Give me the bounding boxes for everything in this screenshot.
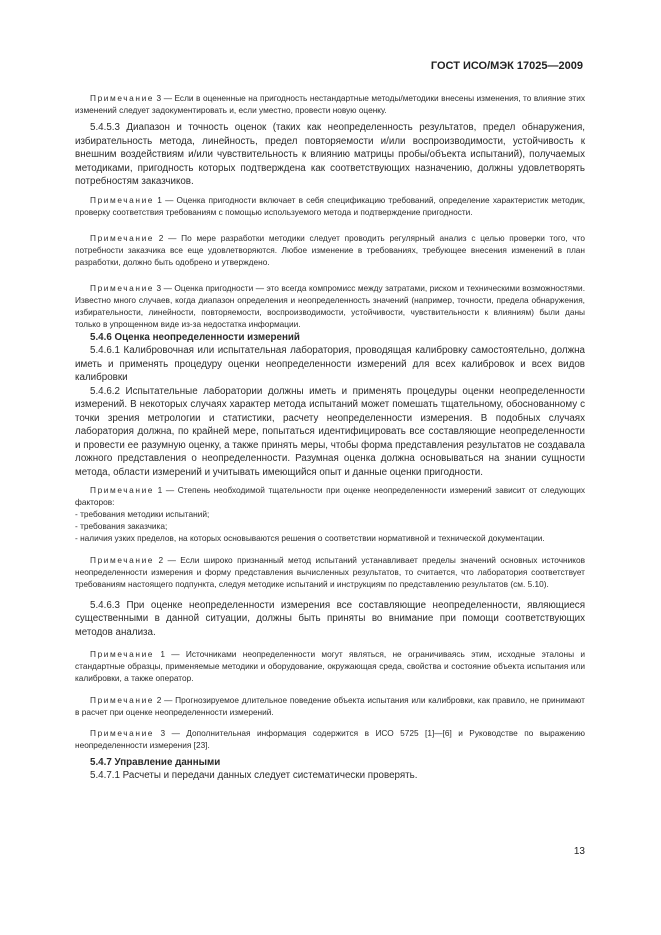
paragraph-5-4-5-3: 5.4.5.3 Диапазон и точность оценок (таких как неопределенность результатов, предел обнаружения, избирательность метода, линейность, предел повторяемости и/или воспроизводимости, устойчивость к внешним воздействиям и/или чувствительность к влиянию матрицы пробы/объекта испытаний), получаемых методиками, пригодность которых подтверждена как соответствующих назначению, должны удовлетворять потребностям заказчиков. — [75, 122, 585, 188]
note-block — [75, 92, 585, 116]
note-text: — По мере разработки методики следует проводить регулярный анализ с целью проверки того, что потребности заказчика все еще удовлетворяются. Любое изменение в требованиях, требующее внесения изменений в план разработки, должно быть одобрено и утверждено. — [75, 232, 586, 268]
standard-header: ГОСТ ИСО/МЭК 17025—2009 — [430, 60, 583, 72]
section-heading-5-4-6: 5.4.6 Оценка неопределенности измерений — [90, 331, 300, 343]
paragraph-5-4-6-2: 5.4.6.2 Испытательные лаборатории должны иметь и применять процедуры оценки неопределенности измерений. В некоторых случаях характер метода испытаний может помешать тщательному, обоснованному с точки зрения метрологии и статистики, расчету неопределенности измерения. В подобных случаях лаборатория должна, по крайней мере, попытаться идентифицировать все составляющие неопределенности и провести ее разумную оценку, а также принять меры, чтобы форма представления результатов не создавала ложного представления о неопределенности. Разумная оценка должна основываться на знании сущности метода, области измерений и учитывать имеющийся опыт и данные оценки пригодности. — [75, 385, 585, 478]
note-text: — Если в оцененные на пригодность нестандартные методы/методики внесены изменения, то влияние этих изменений следует задокументировать и, если уместно, провести новую оценку. — [75, 93, 585, 116]
note-number: 1 — [157, 485, 163, 496]
list-item: - наличия узких пределов, на которых основываются решения о соответствии нормативной и технической документации. — [75, 533, 545, 544]
section-heading-5-4-7: 5.4.7 Управление данными — [90, 756, 221, 768]
list-item: - требования заказчика; — [75, 521, 168, 532]
note-label: Примечание — [90, 194, 155, 205]
note-label: Примечание — [90, 554, 155, 565]
note-text: — Степень необходимой тщательности при оценке неопределенности измерений зависит от следующих факторов: — [75, 485, 585, 508]
note-text: — Прогнозируемое длительное поведение объекта испытания или калибровки, как правило, не принимают в расчет при оценке неопределенности измерений. — [75, 694, 585, 717]
paragraph-5-4-6-3: 5.4.6.3 При оценке неопределенности измерения все составляющие неопределенности, являющиеся существенными в данной ситуации, должны быть приняты во внимание при помощи соответствующих методов анализа. — [75, 599, 585, 638]
note-number: 3 — [160, 727, 166, 738]
note-number: 1 — [157, 194, 162, 205]
note-label: Примечание — [90, 694, 155, 705]
page-content — [75, 92, 585, 783]
note-label: Примечание — [90, 485, 155, 496]
note-text: — Источниками неопределенности могут являться, не ограничиваясь этим, исходные эталоны и стандартные образцы, применяемые методики и оборудование, окружающая среда, свойства и состояние объекта испытания или калибровки, а также оператор. — [75, 649, 585, 684]
paragraph-5-4-7-1: 5.4.7.1 Расчеты и передачи данных следует систематически проверять. — [90, 770, 418, 782]
note-block — [75, 232, 585, 268]
note-label: Примечание — [90, 232, 155, 243]
note-text: — Если широко признанный метод испытаний устанавливает пределы значений основных источников неопределенности измерения и форму представления вычисленных результатов, то считается, что лаборатория соответствует требованиям настоящего подпункта, следуя методике испытаний и инструкциям по представлению результатов (см. 5.10). — [75, 554, 586, 589]
note-text: — Оценка пригодности — это всегда компромисс между затратами, риском и техническими возможностями. Известно много случаев, когда диапазон определения и неопределенность значений (например, точности, предела обнаружения, избирательности, линейности, повторяемости, воспроизводимости, устойчивости, чувствительности к влияниям) были даны только в упрощенном виде из-за недостатка информации. — [75, 283, 585, 330]
note-number: 2 — [156, 694, 162, 705]
note-block — [75, 194, 585, 218]
note-block — [75, 282, 585, 330]
note-number: 2 — [158, 232, 164, 243]
note-text: — Оценка пригодности включает в себя спецификацию требований, определение характеристик методик, проверку соответствия требованиям с помощью используемого метода и подтверждение пригодности. — [75, 194, 586, 217]
page-number: 13 — [573, 846, 585, 857]
note-block — [75, 694, 585, 718]
note-label: Примечание — [90, 93, 155, 103]
note-number: 2 — [158, 554, 164, 565]
list-item: - требования методики испытаний; — [75, 509, 210, 520]
paragraph-5-4-6-1: 5.4.6.1 Калибровочная или испытательная лаборатория, проводящая калибровку самостоятельно, должна иметь и применять процедуру оценки неопределенности измерений для всех калибровок и всех видов калибровки — [75, 345, 585, 384]
note-text: — Дополнительная информация содержится в ИСО 5725 [1]—[6] и Руководстве по выражению неопределенности измерения [23]. — [75, 727, 585, 750]
note-block — [75, 484, 585, 508]
note-label: Примечание — [90, 283, 155, 294]
note-block — [75, 727, 585, 751]
note-block — [75, 648, 585, 684]
note-block — [75, 554, 585, 590]
note-label: Примечание — [90, 727, 155, 738]
note-label: Примечание — [90, 649, 155, 660]
note-number: 3 — [156, 283, 162, 294]
note-number: 3 — [156, 93, 162, 103]
note-number: 1 — [160, 649, 165, 660]
